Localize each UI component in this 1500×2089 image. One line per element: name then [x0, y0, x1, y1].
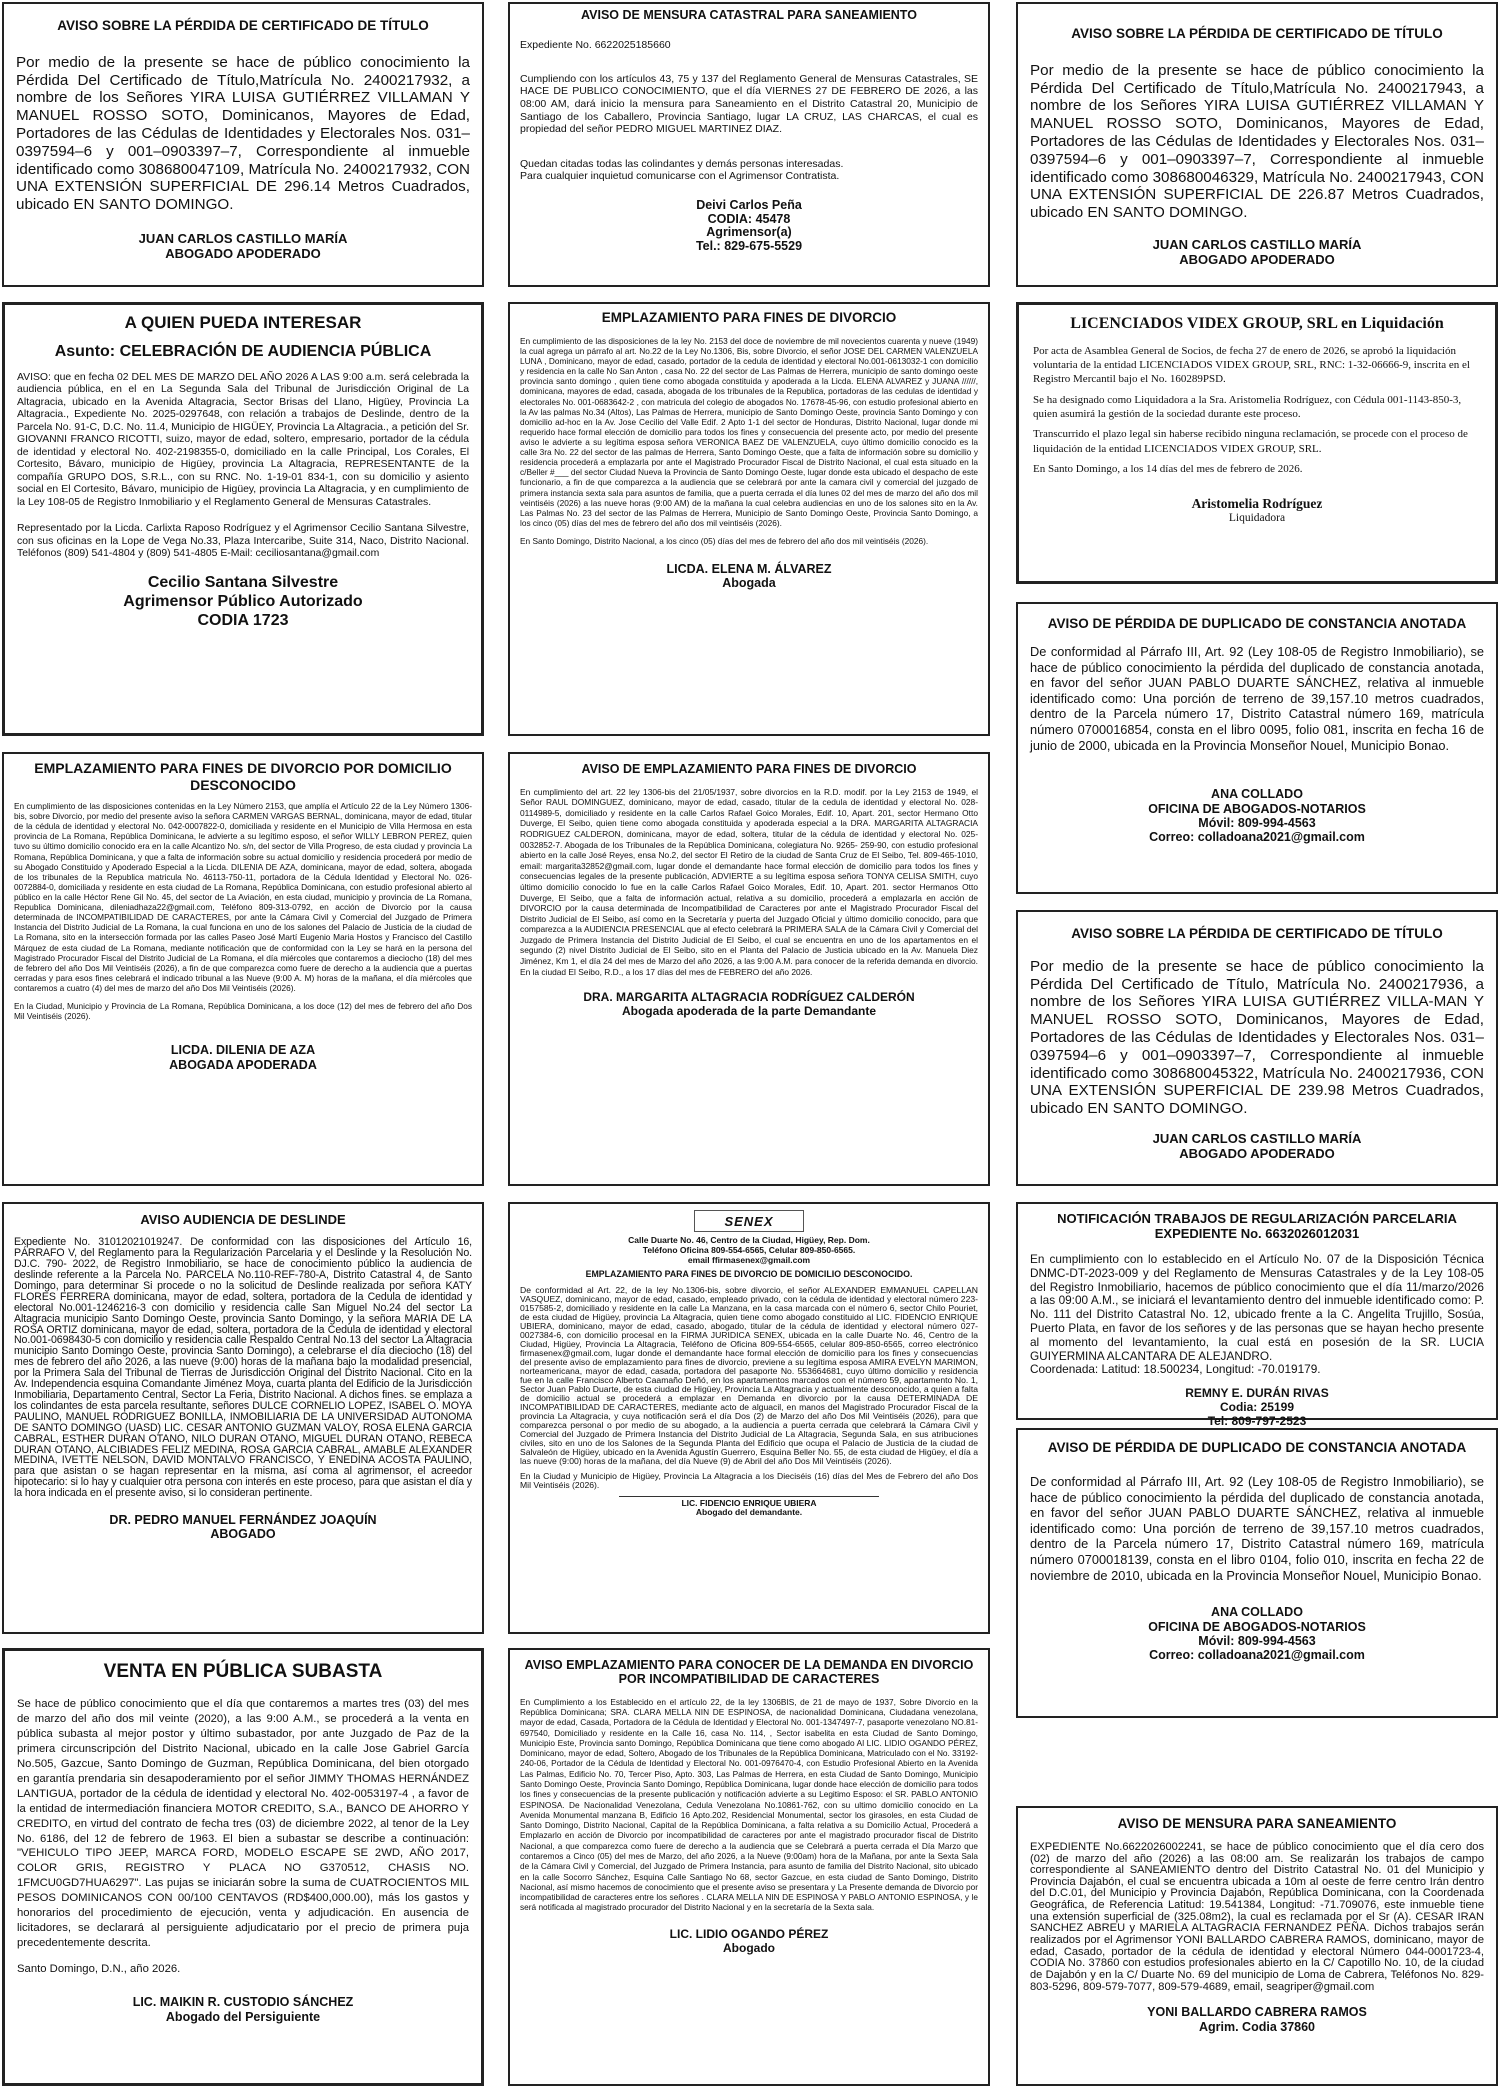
notice-lost-duplicate-1: [1016, 602, 1498, 894]
notice-divorce-incompatibility: [508, 1648, 990, 2086]
notice-body: Por medio de la presente se hace de público conocimiento la Pérdida Del Certificado de Título, Matrícula No. 2400217936, a nombre de los Señores YIRA LUISA GUTIÉRREZ VILLA-MAN Y MANUEL ROSSO SOTO, Dominicanos, Mayores de Edad, Portadores de las Cédulas de Identidades y Electorales Nos. 031–0397594–6 y 001–0903397–7, Correspondiente al inmueble identificado como 308680045322, Matrícula No. 2400217936, CON UNA EXTENSIÓN SUPERFICIAL DE 239.98 Metros Cuadrados, ubicado EN SANTO DOMINGO.: [1030, 957, 1484, 1118]
signature-name: Aristomelia Rodríguez: [1191, 496, 1323, 512]
signature-email: Correo: colladoana2021@gmail.com: [1149, 1648, 1365, 1663]
notice-body: AVISO: que en fecha 02 DEL MES DE MARZO DEL AÑO 2026 A LAS 9:00 a.m. será celebrada la audiencia pública, en el en La Segunda Sala del Tribunal de Jurisdicción Original de La Altagracia, ubicado en la Avenida Altagracia, Sector Brisas del Llano, Higüey, Provincia La Altagracia., Expediente No. 2025-0297648, con relación a trabajos de Deslinde, dentro de la Parcela No. 91-C, D.C. No. 11.4, Municipio de HIGÜEY, Provincia La Altagracia., a petición del Sr. GIOVANNI FRANCO RICOTTI, suizo, mayor de edad, soltero, empresario, portador de la cédula de identidad y electoral No. 402-2198355-0, domiciliado en la calle Principal, Los Corales, El Cortesito, Bávaro, municipio de Higüey, provincia La Altagracia, REPRESENTANTE de la compañía GRUPO DOS, S.R.L., con su RNC. No. 1-19-01 834-1, con su domicilio y asiento social en El Cortesito, Bávaro, municipio de Higüey, provincia La Altagracia, y en cumplimiento de la Ley 108-05 de Registro Inmobiliario y el Reglamento General de Mensuras Catastrales.: [17, 371, 469, 508]
signature-name: ANA COLLADO: [1211, 1605, 1303, 1620]
signature-name: JUAN CARLOS CASTILLO MARÍA: [138, 230, 348, 246]
signature-phone: Móvil: 809-994-4563: [1198, 815, 1316, 830]
notice-parcel-regularization: [1016, 1202, 1498, 1428]
notice-body-2: En Santo Domingo, Distrito Nacional, a los cinco (05) días del mes de febrero del año dos mil veintiséis (2026).: [520, 536, 929, 546]
notice-coordinates: Coordenada: Latitud: 18.500234, Longitud: -70.019179.: [1030, 1362, 1321, 1377]
notice-body: Por medio de la presente se hace de público conocimiento la Pérdida Del Certificado de Título,Matrícula No. 2400217932, a nombre de los Señores YIRA LUISA GUTIÉRREZ VILLAMAN Y MANUEL ROSSO SOTO, Dominicanos, Mayores de Edad, Portadores de las Cédulas de Identidades y Electorales Nos. 031–0397594–6 y 001–0903397–7, Correspondiente al inmueble identificado como 308680047109, Matrícula No. 2400217932, CON UNA EXTENSIÓN SUPERFICIAL DE 296.14 Metros Cuadrados, ubicado EN SANTO DOMINGO.: [16, 53, 470, 214]
signature-role: ABOGADO APODERADO: [1179, 251, 1335, 267]
signature-phone: Tel: 809-797-2523: [1207, 1413, 1307, 1428]
notice-title: EMPLAZAMIENTO PARA FINES DE DIVORCIO DE DOMICILIO DESCONOCIDO.: [585, 1269, 913, 1280]
signature-name: YONI BALLARDO CABRERA RAMOS: [1147, 2005, 1367, 2020]
signature-role: Agrimensor Público Autorizado: [123, 592, 363, 610]
signature-name: Deivi Carlos Peña: [696, 197, 802, 212]
signature-line: [619, 1496, 879, 1497]
signature-email: Correo: colladoana2021@gmail.com: [1149, 830, 1365, 845]
notice-body: EXPEDIENTE No.6622026002241, se hace de público conocimiento que el día cero dos (02) de marzo del año (2026) a las 08:00 am. Se realizarán los trabajos de campo correspondiente al SANEAMIENTO dentro del Distrito Catastral No. 01 del Municipio y Provincia Dajabón, el cual se encuentra ubicada a 10m al oeste de ferre centro Irán dentro del D.C.01, del Municipio y Provincia Dajabón, República Dominicana, con la Coordenada Geográfica, de Referencia Latitud: 19.541384, Longitud: -71.709076, este inmueble tiene una extensión superficial de (325.08m2), la cual es reclamada por el Sr (A). CESAR IRAN SANCHEZ ABREU y MARIELA ALTAGRACIA FERNANDEZ PEÑA. Dichos trabajos serán realizados por el Agrimensor YONI BALLARDO CABRERA RAMOS, dominicano, mayor de edad, Casado, portador de la cédula de identidad y electoral Número 044-0001723-4, CODIA No. 37860 con estudios profesionales abierto en la C/ Capotillo No. 10, de la ciudad de Dajabón y en la C/ Duarte No. 69 del municipio de Loma de Cabrera, Teléfonos No. 829-803-5296, 809-579-7077, 809-579-4689, email, seagriper@gmail.com: [1030, 1840, 1484, 1993]
notice-body: Cumpliendo con los artículos 43, 75 y 137 del Reglamento General de Mensuras Catastrales, SE HACE DE PUBLICO CONOCIMIENTO, que el día VIERNES 27 DE FEBRERO DE 2026, a las 08:00 AM, dará inicio la mensura para Saneamiento en el Distrito Catastral 20, Municipio de Santiago de los Caballero, Provincia Santiago, lugar LA CRUZ, LAS CHARCAS, el cual es propiedad del señor PEDRO MIGUEL MARTINEZ DIAZ.: [520, 72, 978, 136]
signature-role: ABOGADO APODERADO: [1179, 1145, 1335, 1161]
notice-title: AVISO SOBRE LA PÉRDIDA DE CERTIFICADO DE TÍTULO: [57, 18, 429, 33]
signature-office: OFICINA DE ABOGADOS-NOTARIOS: [1148, 1619, 1366, 1634]
notice-title: A QUIEN PUEDA INTERESAR: [124, 313, 362, 332]
signature-name: LIC. LIDIO OGANDO PÉREZ: [669, 1926, 829, 1941]
notice-body-2: Quedan citadas todas las colindantes y demás personas interesadas.: [520, 157, 844, 170]
notice-title: AVISO SOBRE LA PÉRDIDA DE CERTIFICADO DE TÍTULO: [1071, 26, 1443, 41]
notice-body: De conformidad al Párrafo III, Art. 92 (Ley 108-05 de Registro Inmobiliario), se hace de público conocimiento la pérdida del duplicado de constancia anotada, en favor del señor JUAN PABLO DUARTE SÁNCHEZ, relativa al inmueble identificado como: Una porción de terreno de 39,157.10 metros cuadrados, dentro de la Parcela número 17, Distrito Catastral número 169, matrícula número 0700018139, consta en el libro 0104, folio 010, inscrita en fecha 22 de noviembre de 2010, ubicada en la Provincia Monseñor Nouel, Municipio Bonao.: [1030, 1473, 1484, 1583]
senex-logo-text: SENEX: [724, 1213, 774, 1229]
notice-body: En cumplimiento con lo establecido en el Artículo No. 07 de la Disposición Técnica DNMC-DT-2023-009 y del Reglamento de Mensuras Catastrales y de la Ley 108-05 del Registro Inmobiliario, hacemos de público conocimiento que el día 11/marzo/2026 a las 09:00 A.M., se iniciará el levantamiento dentro del inmueble identificado como: P. No. 111 del Distrito Catastral No. 12, ubicado frente a la C. Angelita Trujillo, Sosúa, Puerto Plata, en favor de los señores y de las personas que se hayan hecho presente al momento del levantamiento, la cual está en posesión de la SR. LUCIA GUIYERMINA ALCANTARA DE ALEJANDRO.: [1030, 1252, 1484, 1363]
notice-title: AVISO AUDIENCIA DE DESLINDE: [140, 1212, 346, 1227]
notice-body: De conformidad al Art. 22, de la ley No.1306-bis, sobre divorcio, el señor ALEXANDER EMMANUEL CAPELLAN VASQUEZ, dominicano, mayor de edad, casado, empleado privado, con la cédula de identidad y electoral número 223-0157585-2, domiciliado y residente en la calle La Manzana, en la casa marcada con el número 6, sector Chilo Pouriet, de esta ciudad de Higüey, provincia La Altagracia, quien tiene como abogado constituido al LIC. FIDENCIO ENRIQUE UBIERA, dominicano, mayor de edad, casado, abogado, titular de la cédula de identidad y electoral número 027-0027384-6, con domicilio procesal en la FIRMA JURIDICA SENEX, ubicada en la calle Duarte No. 46, Centro de la Ciudad, Higüey, Provincia La Altagracia, Teléfono de Oficina 809-554-6565, celular 809-850-6565, correo electrónico firmasenex@gmail.com, lugar donde el demandante hace formal elección de domicilio para los fines y consecuencias del presente aviso de emplazamiento para fines de divorcio, previene a su legítima esposa AMIRA EVELYN MARIMON, norteamericana, mayor de edad, casada, portadora del pasaporte No. 553664681, cuyo último domicilio y residencia fue en la calle Francisco Alberto Caamaño Deñó, en los apartamentos marcados con el número 59, apartamento No. 1, Sector Juan Pablo Duarte, de esta ciudad de Higüey, Provincia La Altagracia y actualmente desconocido, a quien a falta de domicilio actual se procederá a emplazar en Demanda en divorcio por la causa DETERMINADA DE INCOMPATIBILIDAD DE CARACTERES, mediante acto de alguacil, en manos del Magistrado Procurador Fiscal de la provincia La Altagracia, y cuya notificación será el día Dos (2) de Marzo del año Dos Mil Veintiséis (2026), para que comparezca personal o por medio de su abogado, a la audiencia a puerta cerrada que celebrará la Cámara Civil y Comercial del Juzgado de Primera Instancia del Distrito Judicial de La Altagracia, Segunda Sala, en sus atribuciones civiles, sito en uno de los Salones de la Segunda Planta del Edificio que ocupa el Palacio de Justicia de la ciudad de Salvaleón de Higüey, ubicado en la Avenida Agustín Guerrero, Esquina Beller No. 55, de esta ciudad de Higüey, el día a las nueve (9:00) horas de la mañana, del día Nueve (9) de Abril del año Dos Mil Veintiséis (2026).: [520, 1284, 978, 1466]
notice-divorce-summons-unknown-domicile: [2, 752, 484, 1186]
notice-body: De conformidad al Párrafo III, Art. 92 (Ley 108-05 de Registro Inmobiliario), se hace de público conocimiento la pérdida del duplicado de constancia anotada, en favor del señor JUAN PABLO DUARTE SÁNCHEZ, relativa al inmueble identificado como: Una porción de terreno de 39,157.10 metros cuadrados, dentro de la Parcela número 17, Distrito Catastral número 169, matrícula número 0700016854, consta en el libro 0095, folio 081, inscrita en fecha 16 de junio de 2000, ubicada en la Provincia Monseñor Nouel, Municipio Bonao.: [1030, 643, 1484, 753]
notice-title: NOTIFICACIÓN TRABAJOS DE REGULARIZACIÓN PARCELARIA: [1057, 1211, 1457, 1226]
signature-office: OFICINA DE ABOGADOS-NOTARIOS: [1148, 801, 1366, 816]
notice-public-auction: [2, 1648, 484, 2086]
signature-role: Agrim. Codia 37860: [1198, 2019, 1315, 2034]
signature-role: ABOGADO APODERADO: [165, 245, 321, 261]
notice-body-4: En Santo Domingo, a los 14 días del mes de febrero de 2026.: [1033, 462, 1303, 475]
signature-role: Abogado del Persiguiente: [165, 2009, 321, 2024]
notice-liquidation: [1016, 302, 1498, 584]
notice-title: AVISO SOBRE LA PÉRDIDA DE CERTIFICADO DE TÍTULO: [1071, 926, 1443, 941]
signature-name: Cecilio Santana Silvestre: [147, 573, 339, 591]
notice-body-2: Representado por la Licda. Carlixta Raposo Rodríguez y el Agrimensor Cecilio Santana Silvestre, con sus oficinas en la Lope de Vega No.33, Plaza Intercaribe, Suite 314, Naco, Distrito Nacional. Teléfonos (809) 541-4804 y (809) 541-4805 E-Mail: ceciliosantana@gmail.com: [17, 523, 469, 560]
signature-role: Abogada apoderada de la parte Demandante: [621, 1003, 877, 1018]
signature-name: JUAN CARLOS CASTILLO MARÍA: [1152, 1130, 1362, 1146]
notice-body: Se hace de público conocimiento que el día que contaremos a martes tres (03) del mes de marzo del año dos mil veinte (2020), a las 9:00 A.M., se procederá a la venta en pública subasta al mejor postor y último subastador, por ante Juzgado de Paz de la primera circunscripción del Distrito Nacional, ubicado en la calle Jose Gabriel García No.505, Gazcue, Santo Domingo de Guzman, República Dominicana, del bien otorgado en garantía prendaria sin desapoderamiento por el señor JIMMY THOMAS HERNÁNDEZ LANTIGUA, portador de la cédula de identidad y electoral No. 402-0053197-4 , a favor de la entidad de intermediación financiera MOTOR CREDITO, S.A., BANCO DE AHORRO Y CREDITO, en virtud del contrato de fecha tres (03) de diciembre 2022, al tenor de la Ley No. 6186, del 12 de febrero de 1963. El bien a subastar se describe a continuación: "VEHICULO TIPO JEEP, MARCA FORD, MODELO ESCAPE SE 2WD, AÑO 2017, COLOR GRIS, REGISTRO Y PLACA NO G370512, CHASIS NO. 1FMCU0GD7HUA6297". Las pujas se iniciarán sobre la suma de CUATROCIENTOS MIL PESOS DOMINICANOS CON 00/100 CENTAVOS (RD$400,000.00), más los gastos y honorarios del procedimiento de ejecución, venta y adjudicación. En ausencia de licitadores, se declarará al persiguiente adjudicatario por el precio de primera puja precedentemente descrita.: [17, 1698, 469, 1949]
notice-body-2: En la Ciudad, Municipio y Provincia de La Romana, República Dominicana, a los doce (12) del mes de febrero del año Dos Mil Veintiséis (2026).: [14, 1001, 472, 1022]
notice-body-3: Para cualquier inquietud comunicarse con el Agrimensor Contratista.: [520, 170, 840, 183]
notice-body: En cumplimiento del art. 22 ley 1306-bis del 21/05/1937, sobre divorcios en la R.D. modif. por la Ley 2153 de 1949, el Señor RAUL DOMINGUEZ, dominicano, mayor de edad, casado, titular de la cedula de identidad y electoral No. 028-0114989-5, domiciliado y residente en la calle Carlos Rafael Goico Morales, Edif. 10, Apart. 201, sector Hermano Otto Duverge, El Seibo, quien tiene como abogada constituida y apoderada especial a la DRA. MARGARITA ALTAGRACIA RODRIGUEZ CALDERON, dominicana, mayor de edad, soltera, titular de la cédula de identidad y electoral No. 025-0032852-7. Abogada de los Tribunales de la República Dominicana, colegiatura No. 9265- 259-90, con estudio profesional abierto en la calle José Reyes, ensa No.2, del sector El Retiro de la ciudad de Santa Cruz de El Seibo, Tel. 809-465-1010, email: margarita32852@gmail.com, lugar donde el demandante hace formal elección de domicilio para todos los fines y consecuencias legales de la presente publicación, ADVIERTE a su legítima esposa señora TONYA CELISA SMITH, cuyo último domicilio conocido lo fue en la calle Carlos Rafael Goico Morales, Edif. 10, Apart. 201. sector Hermanos Otto Duverge, El Seibo, que a falta de información actual, relativa a su domicilio, procederá a emplazarla en acción de DIVORCIO por la causa determinada de Incompatibilidad de Caracteres por ante el Magistrado Procurador Fiscal del Distrito Judicial de El Seibo, así como en la Secretaría y puerta del Juzgado Oficial y último domicilio conocido, para que comparezca a la AUDIENCIA PRESENCIAL que al efecto celebrará la PRIMERA SALA de la Cámara Civil y Comercial del Juzgado de Primera Instancia del Distrito Judicial de El Seibo, el cual se encuentra en uno de los apartamentos en el segundo (2) nivel Distrito Judicial de El Seibo, sito en el Planta del Palacio de Justicia ubicado en la Av. Manuela Diez Jiménez, Km 1, el día 24 del mes de Marzo del año 2026, a las 9:00 A.M. para conocer de la referida demanda en divorcio. En la ciudad El Seibo, R.D., a los 17 días del mes de FEBRERO del año 2026.: [520, 786, 978, 977]
notice-cadastral-survey: [508, 2, 990, 287]
notice-body-3: Transcurrido el plazo legal sin haberse recibido ninguna reclamación, se procede con el proceso de liquidación de la entidad LICENCIADOS VIDEX GROUP, SRL.: [1033, 428, 1468, 455]
notice-title: AVISO EMPLAZAMIENTO PARA CONOCER DE LA DEMANDA EN DIVORCIO POR INCOMPATIBILIDAD DE CARACTERES: [524, 1658, 974, 1687]
firm-address: Calle Duarte No. 46, Centro de la Ciudad, Higüey, Rep. Dom.: [628, 1235, 870, 1245]
signature-role: Abogado del demandante.: [695, 1507, 803, 1518]
signature-name: LICDA. DILENIA DE AZA: [170, 1043, 316, 1058]
notice-lost-duplicate-2: [1016, 1428, 1498, 1718]
notice-title: AVISO DE PÉRDIDA DE DUPLICADO DE CONSTANCIA ANOTADA: [1047, 1440, 1467, 1455]
signature-role: Agrimensor(a): [706, 225, 792, 240]
signature-codia: CODIA: 45478: [707, 211, 791, 226]
signature-codia: CODIA 1723: [197, 612, 289, 630]
senex-logo: [694, 1210, 804, 1232]
notice-divorce-summons-2: [508, 752, 990, 1186]
notice-title: AVISO DE EMPLAZAMIENTO PARA FINES DE DIVORCIO: [581, 762, 917, 776]
notice-loss-certificate-3: [1016, 910, 1498, 1186]
signature-role: Abogado: [723, 1941, 775, 1956]
notice-body: En cumplimiento de las disposiciones de la ley No. 2153 del doce de noviembre de mil novecientos cuarenta y nueve (1949) la cual agrega un párrafo al art. No.22 de la Ley No.1306, Bis, sobre Divorcio, el señor JOSE DEL CARMEN VALENZUELA LUNA , Dominicano, mayor de edad, casado, portador de la cedula de identidad y electoral No.001-0613032-1 con domicilio y residencia en la calle No San Anton , casa No. 22 del sector de Las Palmas de Herrera, municipio de santo domingo oeste provincia santo domingo , quien tiene como abogada constituida y apoderada a la Licda. ELENA ALVAREZ y JUANA //////, dominicana, mayores de edad, casada, abogada de los tribunales de la Republica, portadoras de las cedulas de identidad y electorales No. 001-0683642-2 , con matricula del colegio de abogados No. 17678-45-96, con estudio profesional abierto en la Av las palmas No.34 (Altos), Las Palmas de Herrera, municipio de Santo Domingo Oeste, provincia Santo Domingo y con domicilio ad-hoc en la Av. Jose Cecilio del Valle Edif. 2 Apto 1-1 del sector de Honduras, Distrito Nacional, lugar donde mi requerido hace formal elección de domicilio para todos los fines y consecuencia del presente acto, por medio del presente aviso le advierte a su legítima esposa señora VERONICA BAEZ DE VALENZUELA, cuyo último domicilio conocido es la calle 3ra No. 22 del sector de las palmas de Herrera, Santo Domingo Oeste, que a falta de información sobre su domicilio y residencia procederá a emplazarla por ante el Magistrado Procurador Fiscal de Distrito Nacional, el cual esta situado en la c/Beller #___ del sector Ciudad Nueva la Provincia de Santo Domingo Oeste, lugar donde esta ubicado el despacho de este funcionario, a fin de que comparezca a la audiencia que se celebrará por ante la camara civil y comercial del juzgado de primera instancia sexta sala para asuntos de familia, que a puerta cerrada el día lunes 02 del mes de marzo del año dos mil veintiséis (2026) a las nueve horas (9:00 AM) de la mañana la cual celebra audiencias en uno de los salones sito en la Av. Las Palmas No. 23 del sector de las Palmas de Herrera, Municipio de Santo Domingo Oeste, Provincia Santo Domingo, a los cinco (05) días del mes de febrero del año dos mil veintiséis (2026).: [520, 335, 978, 528]
signature-name: JUAN CARLOS CASTILLO MARÍA: [1152, 236, 1362, 252]
notice-title: LICENCIADOS VIDEX GROUP, SRL en Liquidación: [1070, 315, 1444, 332]
notice-title: EMPLAZAMIENTO PARA FINES DE DIVORCIO POR DOMICILIO DESCONOCIDO: [34, 760, 452, 793]
notice-divorce-summons-senex: [508, 1202, 990, 1634]
firm-phone: Teléfono Oficina 809-554-6565, Celular 809-850-6565.: [642, 1244, 856, 1255]
notice-divorce-summons-1: [508, 302, 990, 736]
signature-name: ANA COLLADO: [1211, 787, 1303, 802]
signature-phone: Tel.: 829-675-5529: [695, 239, 803, 254]
expediente-number: Expediente No. 6622025185660: [520, 38, 671, 51]
notice-body-2: En la Ciudad y Municipio de Higüey, Provincia La Altagracia a los Dieciséis (16) días del Mes de Febrero del año Dos Mil Veintiséis (2026).: [520, 1470, 978, 1490]
notice-body-2: Santo Domingo, D.N., año 2026.: [17, 1962, 181, 1975]
notice-body: En cumplimiento de las disposiciones contenidas en la Ley Número 2153, que amplía el Artículo 22 de la Ley Número 1306-bis, sobre Divorcio, por medio del presente aviso la señora CARMEN VARGAS BERNAL, dominicana, mayor de edad, titular de la cédula de identidad y electoral No. 042-0007822-0, domiciliada y residente en el Municipio de Villa Hermosa en esta provincia de La Romana, República Dominicana, le advierte a su legítimo esposo, el señor WILLY LEBRON PEREZ, quien tuvo su último domicilio conocido era en la calle Alcantizo No. s/n, del sector de Villa Progreso, de esta ciudad y provincia La Romana, República Dominicana, y que a falta de información sobre su actual domicilio y residencia procederá por medio de su Abogado Constituido y Apoderado Especial a la Licda. DILENIA DE AZA, dominicana, mayor de edad, soltera, abogada de los tribunales de la Republica matricula No. 46113-750-11, portadora de la Cédula Identidad y Electoral No. 026-0072884-0, domiciliada y residente en esta ciudad de La Romana, República Dominicana, con estudio profesional abierto al público en la calle Héctor Rene Gil No. 45, del sector de La Aviación, en esta ciudad, municipio y provincia de La Romana, Republica Dominicana, dileniadhaza22@gmail.com, Teléfono 809-313-0792, en acción de Divorcio por la causa determinada de INCOMPATIBILIDAD DE CARACTERES, por ante la Cámara Civil y Comercial del Juzgado de Primera Instancia del Distrito Judicial de La Romana, la cual funciona en uno de los salones del Palacio de Justicia de la ciudad de La Romana, sito en la intersección formada por las calles Paseo José Martí Eugenio Maria Hostos y Francisco del Castillo Márquez de esta ciudad de La Romana, mediante notificación que de conformidad con la Ley se hará en la persona del Magistrado Procurador Fiscal del Distrito Judicial de La Romana, el día miércoles que contaremos a dieciocho (18) del mes de febrero del año Dos Mil Veintiséis (2026), a fin de que comparezca como fuere de derecho a la audiencia que a puertas cerradas y para esos fines celebrará el indicado tribunal a las Nueve (9:00 A. M) horas de la mañana, el día miércoles que contaremos a cuatro (4) del mes de marzo del año Dos Mil Veintiséis (2026).: [14, 801, 472, 993]
notice-title: AVISO DE PÉRDIDA DE DUPLICADO DE CONSTANCIA ANOTADA: [1047, 616, 1467, 631]
signature-name: LICDA. ELENA M. ÁLVAREZ: [666, 562, 832, 577]
signature-role: Liquidadora: [1228, 512, 1286, 525]
firm-email: email ffirmasenex@gmail.com: [687, 1254, 811, 1265]
notice-body: En Cumplimiento a los Establecido en el artículo 22, de la ley 1306BIS, de 21 de mayo de 1937, Sobre Divorcio en la República Dominicana; SRA. CLARA MELLA NIN DE ESPINOSA, de nacionalidad Dominicana, Ciudadana venezolana, mayor de edad, Casada, Portadora de la Cédula de Identidad y Electoral No. 001-1347497-7, pasaporte venezolano NO.81-697540, Domiciliado y residente en la Calle 16, casa No. 114, , Sector isabelita en esta Ciudad de Santo Domingo, Municipio Este, Provincia santo Domingo, República Dominicana que tiene como abogado Al LIC. LIDIO OGANDO PÉREZ, Dominicano, mayor de edad, Soltero, Abogado de los Tribunales de la República Dominicana, Matriculado con el No. 33192-240-06, Portador de la Cédula de Identidad y Electoral No. 001-0976470-4, con Estudio Profesional Abierto en la Avenida Las Palmas, Edificio No. 70, Tercer Piso, Apto. 303, Las Palmas de Herrera, en esta Ciudad de Santo Domingo, Municipio Santo Domingo Oeste, Provincia Santo Domingo, República Dominicana, lugar donde hace elección de domicilio para todos los fines y consecuencias de la presente publicación y notificación advierte a su Legitimo Esposo: el SR. PABLO ANTONIO ESPINOSA. De Nacionalidad Venezolana, Cedula Venezolana No.10861-762, con su ultimo domicilio conocido en La Avenida Monumental manzana B, Edificio 16 Apto.202, Residencial Monumental, sector los girasoles, en esta Ciudad de Santo Domingo, Distrito Nacional, Capital de la República Dominicana, a falta relativa a su Domicilio Actual, Procederá a Emplazarlo en acción de Divorcio por incompatibilidad de caracteres por ante el magistrado procurador fiscal de Distrito Nacional, a que comparezca como fuere de derecho a la audiencia que se Celebrará a puerta cerrada el Día Marzo que contaremos a Cinco (05) del mes de Marzo, del año 2026, a la Nueve (9:00am) hora de la Mañana, por ante la Sexta Sala de la Cámara Civil y Comercial, del Juzgado de Primera Instancia, para asunto de familia del Distrito Nacional, sito ubicado en la calle Socorro Sánchez, Esquina Calle Santiago No 68, sector Gazcue, en esta ciudad de Santo Domingo, Distrito Nacional, así mismo hacemos de conocimiento que el presente aviso se presentara y La Presente demanda de Divorcio por incompatibilidad de caracteres entre los señores . CLARA MELLA NIN DE ESPINOSA Y PABLO ANTONIO ESPINOSA, y le será notificada al magistrado procurador del Distrito Nacional y en la secretaría de la Sexta sala.: [520, 1696, 978, 1913]
notice-body: Por medio de la presente se hace de público conocimiento la Pérdida Del Certificado de Título,Matrícula No. 2400217943, a nombre de los Señores YIRA LUISA GUTIÉRREZ VILLAMAN Y MANUEL ROSSO SOTO, Dominicanos, Mayores de Edad, Portadores de las Cédulas de Identidades y Electorales Nos. 031–0397594–6 y 001–0903397–7, Correspondiente al inmueble identificado como 308680046329, Matrícula No. 2400217943, CON UNA EXTENSIÓN SUPERFICIAL DE 226.87 Metros Cuadrados, ubicado EN SANTO DOMINGO.: [1030, 61, 1484, 222]
notice-loss-certificate-2: [1016, 2, 1498, 287]
notice-body: Por acta de Asamblea General de Socios, de fecha 27 de enero de 2026, se aprobó la liquidación voluntaria de la entidad LICENCIADOS VIDEX GROUP, SRL, RNC: 1-32-06666-9, inscrita en el Registro Mercantil bajo el No. 160289PSD.: [1033, 344, 1470, 386]
notice-public-hearing: [2, 302, 484, 736]
signature-name: REMNY E. DURÁN RIVAS: [1185, 1386, 1329, 1401]
notice-title: VENTA EN PÚBLICA SUBASTA: [103, 1661, 383, 1682]
notice-survey-sanitation: [1016, 1806, 1498, 2086]
signature-codia: Codia: 25199: [1219, 1400, 1295, 1415]
signature-role: Abogada: [722, 576, 776, 591]
notice-title: AVISO DE MENSURA CATASTRAL PARA SANEAMIENTO: [581, 8, 917, 22]
expediente-number: EXPEDIENTE No. 6632026012031: [1154, 1225, 1360, 1241]
signature-role: ABOGADA APODERADA: [169, 1057, 317, 1072]
notice-boundary-hearing: [2, 1202, 484, 1634]
notice-loss-certificate-1: [2, 2, 484, 287]
signature-phone: Móvil: 809-994-4563: [1198, 1633, 1316, 1648]
signature-name: DRA. MARGARITA ALTAGRACIA RODRÍGUEZ CALDERÓN: [583, 990, 915, 1005]
signature-name: LIC. FIDENCIO ENRIQUE UBIERA: [681, 1498, 817, 1509]
notice-title: AVISO DE MENSURA PARA SANEAMIENTO: [1117, 1816, 1397, 1831]
notice-subtitle: Asunto: CELEBRACIÓN DE AUDIENCIA PÚBLICA: [54, 343, 432, 361]
signature-name: LIC. MAIKIN R. CUSTODIO SÁNCHEZ: [132, 1994, 354, 2009]
signature-role: ABOGADO: [210, 1527, 276, 1542]
notice-body-2: Se ha designado como Liquidadora a la Sra. Aristomelia Rodríguez, con Cédula 001-1143-850-3, quien asumirá la gestión de la sociedad durante este proceso.: [1033, 393, 1462, 421]
notice-body: Expediente No. 31012021019247. De conformidad con las disposiciones del Artículo 16, PÁRRAFO V, del Reglamento para la Regularización Parcelaria y el Deslinde y la Resolución No. DJ.C. 790- 2022, de Registro Inmobiliario, se hace de conocimiento público la audiencia de deslinde referente a la Parcela No. PARCELA No.110-REF-780-A, Distrito Catastral 4, de Santo Domingo, para determinar Si procede o no la solicitud de Deslinde realizada por señora KATY FLORES FERRERA dominicana, mayor de edad, soltera, portadora de la Cedula de identidad y electoral No.001-1246216-3 con domicilio y residencia calle San Miguel No.24 del sector La Altagracia municipio Santo Domingo Oeste, provincia Santo Domingo, y la señora MARIA DE LA ROSA ORTIZ dominicana, mayor de edad, soltera, portadora de la Cedula de identidad y electoral No.001-0698430-5 con domicilio y residencia calle Respaldo Central No.13 del sector La Altagracia municipio Santo Domingo Oeste, provincia Santo Domingo), a celebrarse el día dieciocho (18) del mes de febrero del año 2026, a las nueve (9:00) horas de la mañana bajo la modalidad presencial, por la Primera Sala del Tribunal de Tierras de Jurisdicción Original del Distrito Nacional. Cito en la Av. Independencia esquina Comandante Jiménez Moya, cuarta planta del Edificio de la Jurisdicción Inmobiliaria, Departamento Central, Sector La Feria, Distrito Nacional. A dichos fines. se emplaza a los colindantes de esta parcela resultante, señores DULCE CORNELIO LOPEZ, ISABEL O. MOYA PAULINO, MANUEL RODRIGUEZ BONILLA, INMOBILIARIA DE LA UNIVERSIDAD AUTONOMA DE SANTO DOMINGO (UASD) LIC. CESAR ANTONIO GUZMAN VALOY, ROSA ELENA GARCIA CABRAL, ESTHER DURAN OTANO, NILO DURAN OTANO, MIGUEL DURAN OTANO, REBECA DURAN OTANO, ALCIBIADES FELIZ MEDINA, ROSA GARCIA CABRAL, AMABLE ALEXANDER MEDINA, IVETTE NELSON, DAVID MONTALVO FRANCISCO, Y ENEDINA ACOSTA PAULINO, para que asistan o se hagan representar en la misma, así coma al agrimensor, el acreedor hipotecario: si lo hay y cualquier otra persona con interés en este proceso, para que asistan el día y la hora indicada en el presente aviso, si lo consideran pertinente.: [14, 1236, 472, 1500]
signature-name: DR. PEDRO MANUEL FERNÁNDEZ JOAQUÍN: [109, 1513, 377, 1528]
notice-title: EMPLAZAMIENTO PARA FINES DE DIVORCIO: [601, 310, 897, 325]
